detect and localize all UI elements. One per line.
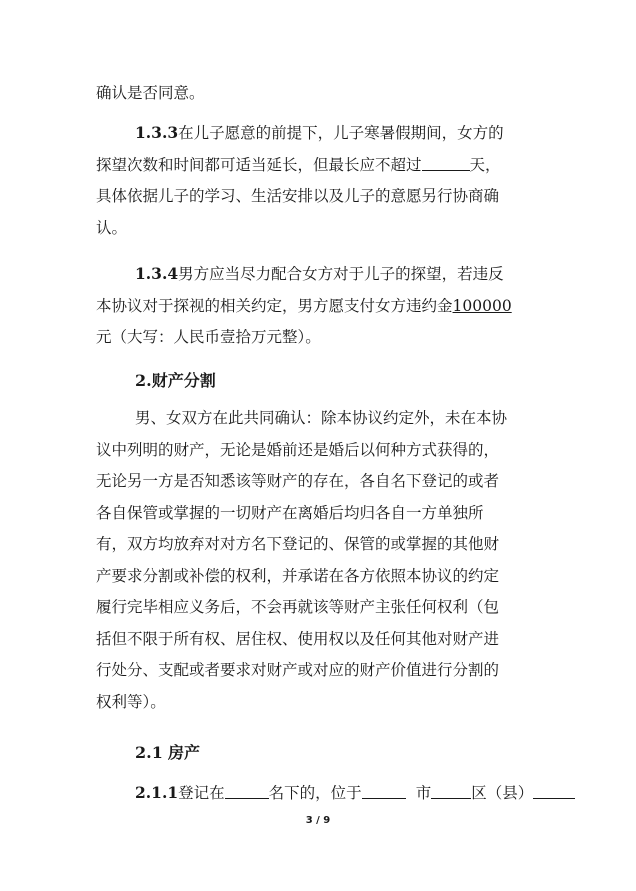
heading-text: 房产: [167, 743, 200, 762]
clause-number: 2.1.1: [135, 783, 179, 802]
text-line: [96, 117, 546, 150]
section-heading-property-division: 2.财产分割: [135, 371, 216, 390]
clause-text: 市: [415, 784, 432, 802]
text-line: 权利等）。: [96, 692, 166, 711]
text-line: 有，双方均放弃对对方名下登记的、保管的或掌握的其他财: [96, 535, 500, 553]
page-number: 3 / 9: [305, 815, 331, 826]
clause-1-3-4: [96, 258, 546, 354]
clause-number: 1.3.4: [135, 264, 179, 283]
fill-in-blank: [225, 784, 269, 799]
section-heading-real-estate: [135, 737, 200, 769]
text-line: 括但不限于所有权、居住权、使用权以及任何其他对财产进: [96, 629, 500, 648]
clause-2-1-1: [96, 777, 601, 810]
text-line: [96, 291, 546, 323]
text-line: 议中列明的财产，无论是婚前还是婚后以何种方式获得的，: [96, 440, 500, 459]
property-division-paragraph: [96, 403, 546, 718]
text-line: [96, 777, 601, 810]
clause-number: 1.3.3: [135, 123, 179, 142]
text-line: 履行完毕相应义务后，不会再就该等财产主张任何权利（包: [96, 598, 500, 616]
text-line: [96, 150, 546, 182]
fill-in-blank: [362, 784, 406, 799]
text-line: 男、女双方在此共同确认：除本协议约定外，未在本协: [135, 409, 508, 427]
clause-text: 天，: [469, 155, 501, 174]
text-line: 具体依据儿子的学习、生活安排以及儿子的意愿另行协商确: [96, 187, 500, 205]
clause-text: 在儿子愿意的前提下，儿子寒暑假期间，女方的: [178, 124, 504, 142]
fill-in-blank: [533, 784, 575, 799]
text-line: 行处分、支配或者要求对财产或对应的财产价值进行分割的: [96, 661, 500, 679]
fill-in-blank: [431, 784, 471, 799]
text-line: 确认是否同意。: [96, 84, 205, 102]
text-line: 认。: [96, 218, 128, 237]
text-line: 无论另一方是否知悉该等财产的存在，各自名下登记的或者: [96, 472, 500, 490]
penalty-amount: 100000: [452, 296, 512, 315]
clause-text: 名下的，位于: [268, 784, 362, 802]
clause-text: 区（县）: [471, 784, 534, 802]
clause-text: 探望次数和时间都可适当延长，但最长应不超过: [96, 155, 422, 174]
fill-in-blank: [422, 156, 470, 171]
text-line: 元（大写：人民币壹拾万元整）。: [96, 328, 321, 346]
text-line: 产要求分割或补偿的权利，并承诺在各方依照本协议的约定: [96, 566, 500, 585]
clause-number: 2.1: [135, 743, 163, 762]
clause-text: 本协议对于探视的相关约定，男方愿支付女方违约金: [96, 296, 453, 315]
paragraph-continuation: [96, 78, 546, 110]
clause-1-3-3: [96, 117, 546, 244]
text-line: [96, 258, 546, 291]
clause-text: 男方应当尽力配合女方对于儿子的探望，若违反: [178, 265, 504, 283]
text-line: 各自保管或掌握的一切财产在离婚后均归各自一方单独所: [96, 503, 484, 522]
clause-text: 登记在: [178, 784, 225, 802]
